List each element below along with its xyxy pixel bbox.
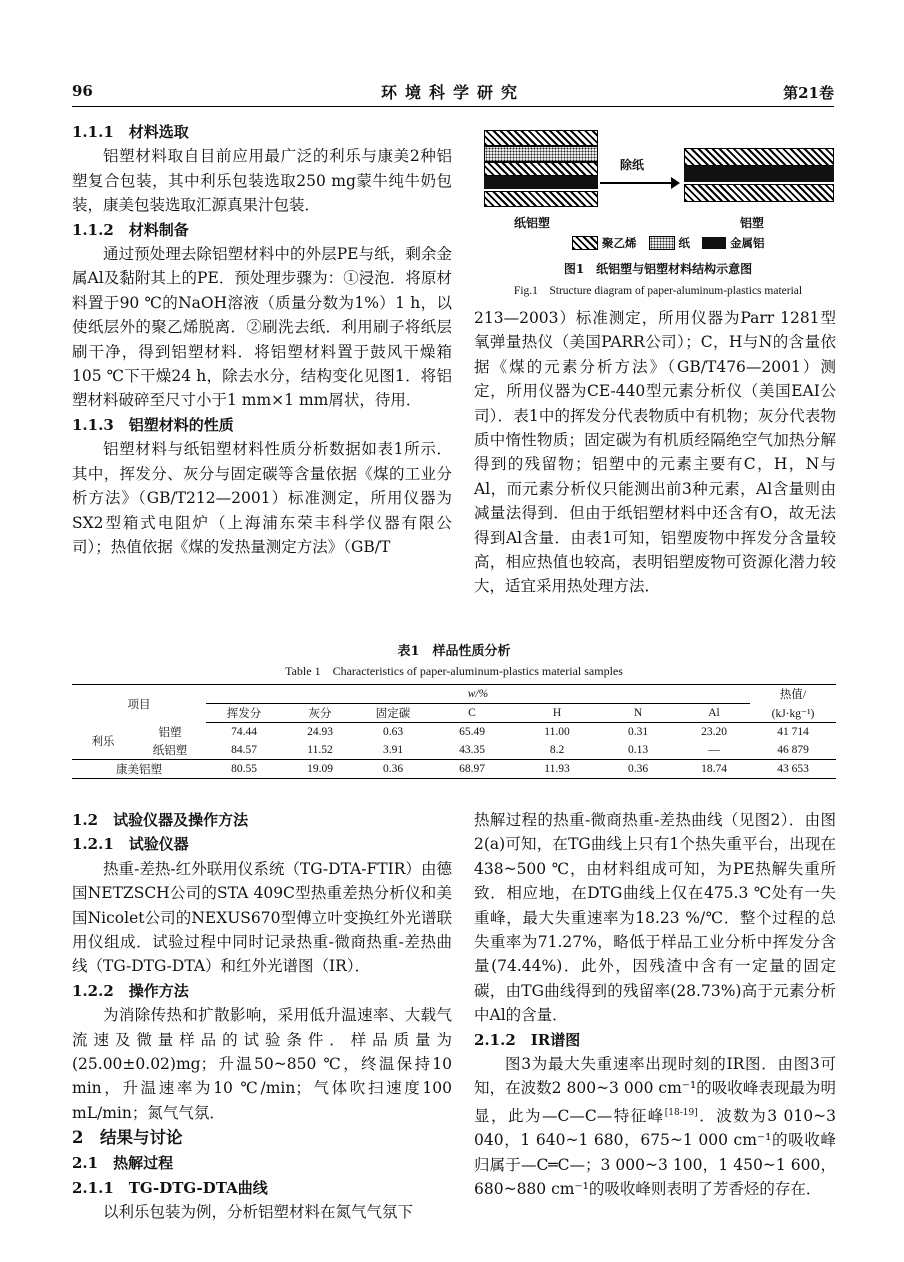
table-cell: 11.00 (544, 726, 570, 738)
section-2-1-1-continued: 热解过程的热重-微商热重-差热曲线（见图2）．由图2(a)可知，在TG曲线上只有1个热失重平台，出现在438~500 ℃，由材料组成可知，为PE热解失重所致．相应地，在DTG曲线上仅在475.3 ℃处有一失重峰，最大失重速率为18.23 %/℃．整个过程的总失重率为71.27%，略低于样品工业分析中挥发分含量(74.44%)．此外，因残渣中含有一定量的固定碳，由TG曲线得到的残留率(28.73%)高于元素分析中Al的含量． (474, 811, 836, 1025)
col-w-header: w/% (206, 685, 750, 704)
table-cell: 0.36 (598, 760, 678, 779)
section-2-1-1-text: 以利乐包装为例，分析铝塑材料在氮气气氛下 (103, 1203, 414, 1222)
right-diagram-label: 铝塑 (740, 216, 765, 230)
sub-header: Al (678, 704, 750, 723)
table-cell: 84.57 (231, 744, 257, 756)
col-heat-header: 热值/ (750, 685, 836, 704)
section-1-2-2-text: 为消除传热和扩散影响，采用低升温速率、大载气流速及微量样品的试验条件．样品质量为(25.00±0.02)mg；升温50~850 ℃，终温保持10 min，升温速率为10 ℃/min；气体吹扫速度100 mL/min；氮气气氛． (72, 1006, 452, 1122)
paper-swatch (649, 236, 675, 250)
table-caption-cn: 表1 样品性质分析 (397, 644, 511, 659)
left-column-top (72, 120, 452, 559)
ir-text-part-2: ．波数为3 010~3 040，1 640~1 680，675~1 000 cm⁻¹的吸收峰归属于—C═C—；3 000~3 100，1 450~1 600，680~880 cm⁻¹的吸收峰则表明了芳香烃的存在． (474, 1107, 836, 1199)
figure-caption-cn: 图1 纸铝塑与铝塑材料结构示意图 (563, 262, 753, 276)
table-cell: 0.63 (382, 726, 404, 738)
figure-1 (478, 122, 838, 302)
section-1-2-2-title: 1.2.2 操作方法 (72, 981, 189, 1000)
table-cell: 19.09 (282, 760, 358, 779)
section-1-1-3-title: 1.1.3 铝塑材料的性质 (72, 415, 234, 434)
table-cell: 11.93 (516, 760, 598, 779)
row-name: 铝塑 (158, 726, 182, 739)
table-cell: 3.91 (382, 744, 404, 756)
volume-label: 第21卷 (783, 84, 834, 102)
table-cell: 0.31 (627, 726, 649, 738)
table-cell: 41 714 (777, 726, 809, 738)
section-1-1-2-text: 通过预处理去除铝塑材料中的外层PE与纸，剩余金属Al及黏附其上的PE．预处理步骤为：①浸泡．将原材料置于90 ℃的NaOH溶液（质量分数为1%）1 h，以使纸层外的聚乙烯脱离．②刷洗去纸．利用刷子将纸层刷干净，得到铝塑材料．将铝塑材料置于鼓风干燥箱105 ℃下干燥24 h，除去水分，结构变化见图1．将铝塑材料破碎至尺寸小于1 mm×1 mm屑状，待用． (72, 245, 452, 410)
table-cell: 24.93 (307, 726, 333, 738)
sub-header: H (516, 704, 598, 723)
section-1-1-2-title: 1.1.2 材料制备 (72, 220, 189, 239)
sub-header: 固定碳 (358, 704, 428, 723)
table-cell: 8.2 (549, 744, 565, 756)
section-1-2-1-title: 1.2.1 试验仪器 (72, 835, 189, 854)
figure-caption-en: Fig.1 Structure diagram of paper-aluminum-plastics material (513, 285, 803, 297)
figure-legend (566, 235, 765, 251)
table-cell: 74.44 (231, 726, 257, 738)
sub-header: N (598, 704, 678, 723)
section-1-2-1-text: 热重-差热-红外联用仪系统（TG-DTA-FTIR）由德国NETZSCH公司的STA 409C型热重差热分析仪和美国Nicolet公司的NEXUS670型傅立叶变换红外光谱联用仪组成．试验过程中同时记录热重-微商热重-差热曲线（TG-DTG-DTA）和红外光谱图（IR）． (72, 859, 452, 976)
table-cell: 68.97 (428, 760, 516, 779)
section-2-1-2-text (474, 1052, 836, 1202)
section-2-1-1-title: 2.1.1 TG-DTG-DTA曲线 (72, 1178, 268, 1197)
table-row (72, 723, 836, 742)
table-cell: 11.52 (307, 744, 333, 756)
aluminum-swatch (702, 237, 726, 249)
table-cell: 65.49 (459, 726, 485, 738)
citation-ref[interactable]: [18-19] (664, 1107, 698, 1118)
table-cell: 43.35 (459, 744, 485, 756)
table-cell: 18.74 (678, 760, 750, 779)
table-cell: 23.20 (701, 726, 727, 738)
arrow-icon (600, 182, 678, 184)
table-1 (72, 684, 836, 779)
section-2-1-2-title: 2.1.2 IR谱图 (474, 1030, 581, 1049)
table-row (72, 760, 836, 779)
row-name: 康美铝塑 (72, 760, 206, 779)
col-item-header: 项目 (72, 685, 206, 723)
table-cell: 0.13 (627, 744, 649, 756)
group-label: 利乐 (91, 735, 115, 748)
table-row (72, 741, 836, 760)
section-1-1-1-text: 铝塑材料取自目前应用最广泛的利乐与康美2种铝塑复合包装，其中利乐包装选取250 mg蒙牛纯牛奶包装，康美包装选取汇源真果汁包装． (72, 147, 452, 215)
section-2-title: 2 结果与讨论 (72, 1128, 183, 1148)
table-cell: 0.36 (358, 760, 428, 779)
polyethylene-swatch (572, 236, 598, 250)
legend-polyethylene: 聚乙烯 (602, 236, 637, 250)
sub-header: 挥发分 (206, 704, 282, 723)
sub-header: 灰分 (282, 704, 358, 723)
sub-header: C (428, 704, 516, 723)
arrow-label: 除纸 (620, 158, 645, 172)
running-header (72, 80, 834, 107)
right-column-bottom (474, 808, 836, 1202)
legend-paper: 纸 (678, 236, 690, 250)
legend-aluminum: 金属铝 (730, 236, 765, 250)
row-name: 纸铝塑 (152, 745, 188, 757)
table-cell: 43 653 (750, 760, 836, 779)
section-2-1-title: 2.1 热解过程 (72, 1154, 174, 1173)
journal-title: 环境科学研究 (380, 83, 525, 102)
right-top-text: 213—2003）标准测定，所用仪器为Parr 1281型氧弹量热仪（美国PARR公司）；C，H与N的含量依据《煤的元素分析方法》（GB/T476—2001）测定，所用仪器为CE-440型元素分析仪（美国EAI公司）．表1中的挥发分代表物质中有机物；灰分代表物质中惰性物质；固定碳为有机质经隔绝空气加热分解得到的残留物；铝塑中的元素主要有C，H，N与Al，而元素分析仪只能测出前3种元素，Al含量则由减量法得到．但由于纸铝塑材料中还含有O，故无法得到Al含量．由表1可知，铝塑废物中挥发分含量较高，相应热值也较高，表明铝塑废物可资源化潜力较大，适宜采用热处理方法． (474, 309, 836, 596)
table-cell: — (708, 744, 720, 756)
section-1-1-3-text: 铝塑材料与纸铝塑材料性质分析数据如表1所示．其中，挥发分、灰分与固定碳等含量依据《煤的工业分析方法》（GB/T212—2001）标准测定，所用仪器为SX2型箱式电阻炉（上海浦东荣丰科学仪器有限公司）；热值依据《煤的发热量测定方法》（GB/T (72, 440, 452, 556)
table-header-row (72, 685, 836, 704)
table-cell: 80.55 (206, 760, 282, 779)
left-diagram-label: 纸铝塑 (514, 216, 551, 230)
ir-text-part-1: 图3为最大失重速率出现时刻的IR图．由图3可知，在波数2 800~3 000 cm⁻¹的吸收峰表现最为明显，此为—C—C—特征峰 (474, 1055, 836, 1126)
section-1-1-1-title: 1.1.1 材料选取 (72, 123, 189, 141)
left-column-bottom (72, 808, 452, 1225)
table-cell: 46 879 (777, 744, 809, 756)
right-column-top (474, 306, 836, 599)
section-1-2-title: 1.2 试验仪器及操作方法 (72, 811, 249, 829)
col-heat-unit: (kJ·kg⁻¹) (750, 704, 836, 723)
page-number: 96 (72, 82, 93, 100)
table-caption-en: Table 1 Characteristics of paper-aluminum-plastics material samples (285, 664, 623, 678)
